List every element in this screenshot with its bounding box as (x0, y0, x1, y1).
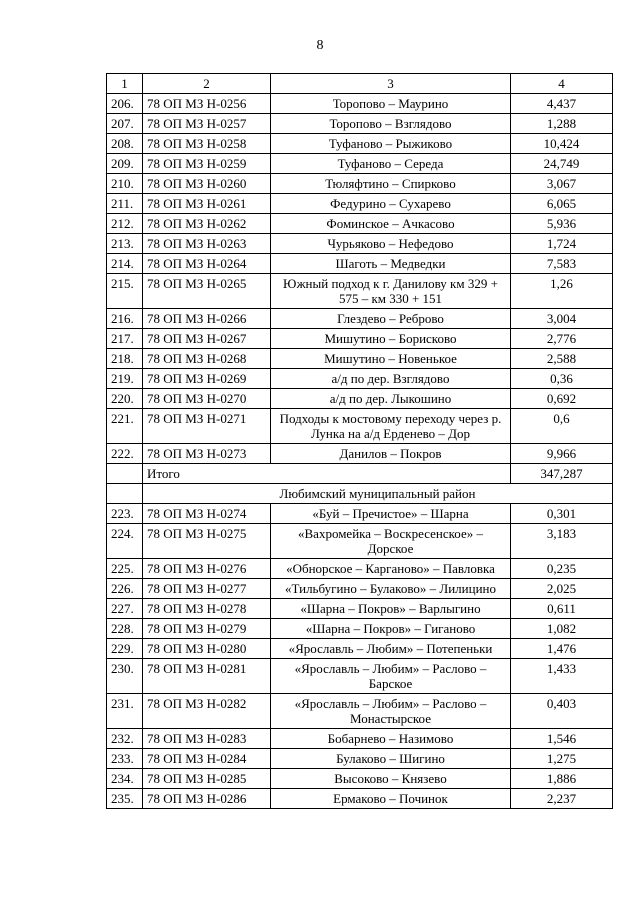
road-name: Туфаново – Рыжиково (271, 134, 511, 154)
road-id-code: 78 ОП МЗ Н-0283 (143, 729, 271, 749)
row-number: 215. (107, 274, 143, 309)
road-id-code: 78 ОП МЗ Н-0264 (143, 254, 271, 274)
column-header: 1 (107, 74, 143, 94)
row-number: 209. (107, 154, 143, 174)
road-length: 3,004 (511, 309, 613, 329)
road-length: 1,275 (511, 749, 613, 769)
road-name: Шаготь – Медведки (271, 254, 511, 274)
row-number: 222. (107, 444, 143, 464)
road-name: Торопово – Маурино (271, 94, 511, 114)
road-name: Мишутино – Новенькое (271, 349, 511, 369)
row-number: 234. (107, 769, 143, 789)
table-row (107, 694, 613, 729)
row-number: 224. (107, 524, 143, 559)
road-name: Федурино – Сухарево (271, 194, 511, 214)
road-id-code: 78 ОП МЗ Н-0260 (143, 174, 271, 194)
table-row (107, 254, 613, 274)
road-length: 1,546 (511, 729, 613, 749)
road-length: 1,433 (511, 659, 613, 694)
road-name: «Шарна – Покров» – Гиганово (271, 619, 511, 639)
road-id-code: 78 ОП МЗ Н-0274 (143, 504, 271, 524)
table-row (107, 639, 613, 659)
row-number: 220. (107, 389, 143, 409)
page-number: 8 (316, 38, 324, 53)
road-name: «Тильбугино – Булаково» – Лилицино (271, 579, 511, 599)
row-number: 231. (107, 694, 143, 729)
road-length: 1,476 (511, 639, 613, 659)
road-length: 2,776 (511, 329, 613, 349)
table-row (107, 329, 613, 349)
total-row (107, 464, 613, 484)
row-number: 213. (107, 234, 143, 254)
total-label: Итого (143, 464, 511, 484)
table-row (107, 274, 613, 309)
row-number: 235. (107, 789, 143, 809)
district-row (107, 484, 613, 504)
road-id-code: 78 ОП МЗ Н-0266 (143, 309, 271, 329)
road-id-code: 78 ОП МЗ Н-0267 (143, 329, 271, 349)
road-id-code: 78 ОП МЗ Н-0262 (143, 214, 271, 234)
row-number: 211. (107, 194, 143, 214)
row-number: 228. (107, 619, 143, 639)
road-id-code: 78 ОП МЗ Н-0273 (143, 444, 271, 464)
row-number: 227. (107, 599, 143, 619)
road-length: 1,724 (511, 234, 613, 254)
total-value: 347,287 (511, 464, 613, 484)
road-id-code: 78 ОП МЗ Н-0268 (143, 349, 271, 369)
road-length: 9,966 (511, 444, 613, 464)
road-name: Данилов – Покров (271, 444, 511, 464)
road-length: 0,611 (511, 599, 613, 619)
road-name: «Шарна – Покров» – Варлыгино (271, 599, 511, 619)
road-id-code: 78 ОП МЗ Н-0275 (143, 524, 271, 559)
road-name: «Ярославль – Любим» – Раслово – Барское (271, 659, 511, 694)
road-id-code: 78 ОП МЗ Н-0269 (143, 369, 271, 389)
table-row (107, 234, 613, 254)
row-number: 218. (107, 349, 143, 369)
table-row (107, 409, 613, 444)
empty-cell (107, 484, 143, 504)
row-number: 232. (107, 729, 143, 749)
roads-table (106, 73, 613, 809)
road-id-code: 78 ОП МЗ Н-0280 (143, 639, 271, 659)
table-row (107, 174, 613, 194)
road-name: Мишутино – Борисково (271, 329, 511, 349)
row-number: 219. (107, 369, 143, 389)
table-row (107, 729, 613, 749)
row-number: 212. (107, 214, 143, 234)
road-length: 0,692 (511, 389, 613, 409)
table-row (107, 769, 613, 789)
row-number: 225. (107, 559, 143, 579)
road-id-code: 78 ОП МЗ Н-0256 (143, 94, 271, 114)
road-id-code: 78 ОП МЗ Н-0281 (143, 659, 271, 694)
road-name: а/д по дер. Взглядово (271, 369, 511, 389)
road-name: Подходы к мостовому переходу через р. Лунка на а/д Ерденево – Дор (271, 409, 511, 444)
table-row (107, 559, 613, 579)
road-length: 0,36 (511, 369, 613, 389)
road-name: Тюляфтино – Спирково (271, 174, 511, 194)
road-name: «Ярославль – Любим» – Потепеньки (271, 639, 511, 659)
road-name: Бобарнево – Назимово (271, 729, 511, 749)
road-id-code: 78 ОП МЗ Н-0263 (143, 234, 271, 254)
column-header: 2 (143, 74, 271, 94)
road-length: 2,025 (511, 579, 613, 599)
row-number: 221. (107, 409, 143, 444)
road-id-code: 78 ОП МЗ Н-0282 (143, 694, 271, 729)
table-row (107, 444, 613, 464)
table-row (107, 524, 613, 559)
table-row (107, 349, 613, 369)
table-row (107, 619, 613, 639)
road-id-code: 78 ОП МЗ Н-0278 (143, 599, 271, 619)
road-name: «Вахромейка – Воскресенское» – Дорское (271, 524, 511, 559)
road-id-code: 78 ОП МЗ Н-0257 (143, 114, 271, 134)
road-length: 24,749 (511, 154, 613, 174)
road-id-code: 78 ОП МЗ Н-0258 (143, 134, 271, 154)
road-length: 0,403 (511, 694, 613, 729)
road-length: 3,067 (511, 174, 613, 194)
row-number: 208. (107, 134, 143, 154)
road-name: Высоково – Князево (271, 769, 511, 789)
table-row (107, 134, 613, 154)
column-header: 3 (271, 74, 511, 94)
table-row (107, 789, 613, 809)
road-length: 5,936 (511, 214, 613, 234)
road-id-code: 78 ОП МЗ Н-0261 (143, 194, 271, 214)
road-length: 3,183 (511, 524, 613, 559)
road-id-code: 78 ОП МЗ Н-0276 (143, 559, 271, 579)
road-name: Фоминское – Ачкасово (271, 214, 511, 234)
empty-cell (107, 464, 143, 484)
road-id-code: 78 ОП МЗ Н-0259 (143, 154, 271, 174)
road-length: 4,437 (511, 94, 613, 114)
road-name: Булаково – Шигино (271, 749, 511, 769)
row-number: 217. (107, 329, 143, 349)
road-id-code: 78 ОП МЗ Н-0285 (143, 769, 271, 789)
road-length: 1,082 (511, 619, 613, 639)
table-row (107, 749, 613, 769)
table-row (107, 94, 613, 114)
row-number: 229. (107, 639, 143, 659)
row-number: 207. (107, 114, 143, 134)
roads-table-body (107, 74, 613, 809)
road-length: 6,065 (511, 194, 613, 214)
row-number: 216. (107, 309, 143, 329)
table-row (107, 114, 613, 134)
road-length: 0,6 (511, 409, 613, 444)
road-name: «Обнорское – Карганово» – Павловка (271, 559, 511, 579)
road-name: Чурьяково – Нефедово (271, 234, 511, 254)
district-name: Любимский муниципальный район (143, 484, 613, 504)
table-row (107, 194, 613, 214)
road-length: 10,424 (511, 134, 613, 154)
road-name: «Буй – Пречистое» – Шарна (271, 504, 511, 524)
table-row (107, 389, 613, 409)
table-row (107, 599, 613, 619)
row-number: 214. (107, 254, 143, 274)
road-length: 2,237 (511, 789, 613, 809)
table-row (107, 369, 613, 389)
table-row (107, 579, 613, 599)
road-name: Торопово – Взглядово (271, 114, 511, 134)
road-length: 2,588 (511, 349, 613, 369)
road-id-code: 78 ОП МЗ Н-0270 (143, 389, 271, 409)
table-row (107, 214, 613, 234)
road-name: а/д по дер. Лыкошино (271, 389, 511, 409)
row-number: 206. (107, 94, 143, 114)
road-id-code: 78 ОП МЗ Н-0286 (143, 789, 271, 809)
table-row (107, 309, 613, 329)
road-name: Южный подход к г. Данилову км 329 + 575 – км 330 + 151 (271, 274, 511, 309)
road-length: 0,235 (511, 559, 613, 579)
row-number: 210. (107, 174, 143, 194)
road-length: 1,886 (511, 769, 613, 789)
table-row (107, 659, 613, 694)
road-id-code: 78 ОП МЗ Н-0277 (143, 579, 271, 599)
road-name: «Ярославль – Любим» – Раслово – Монастырское (271, 694, 511, 729)
road-length: 0,301 (511, 504, 613, 524)
table-row (107, 154, 613, 174)
road-length: 1,26 (511, 274, 613, 309)
road-length: 1,288 (511, 114, 613, 134)
road-id-code: 78 ОП МЗ Н-0284 (143, 749, 271, 769)
road-name: Ермаково – Починок (271, 789, 511, 809)
column-header: 4 (511, 74, 613, 94)
road-name: Туфаново – Середа (271, 154, 511, 174)
road-id-code: 78 ОП МЗ Н-0279 (143, 619, 271, 639)
road-id-code: 78 ОП МЗ Н-0265 (143, 274, 271, 309)
row-number: 223. (107, 504, 143, 524)
row-number: 226. (107, 579, 143, 599)
table-header-row (107, 74, 613, 94)
road-length: 7,583 (511, 254, 613, 274)
row-number: 233. (107, 749, 143, 769)
row-number: 230. (107, 659, 143, 694)
table-row (107, 504, 613, 524)
road-id-code: 78 ОП МЗ Н-0271 (143, 409, 271, 444)
road-name: Глездево – Реброво (271, 309, 511, 329)
